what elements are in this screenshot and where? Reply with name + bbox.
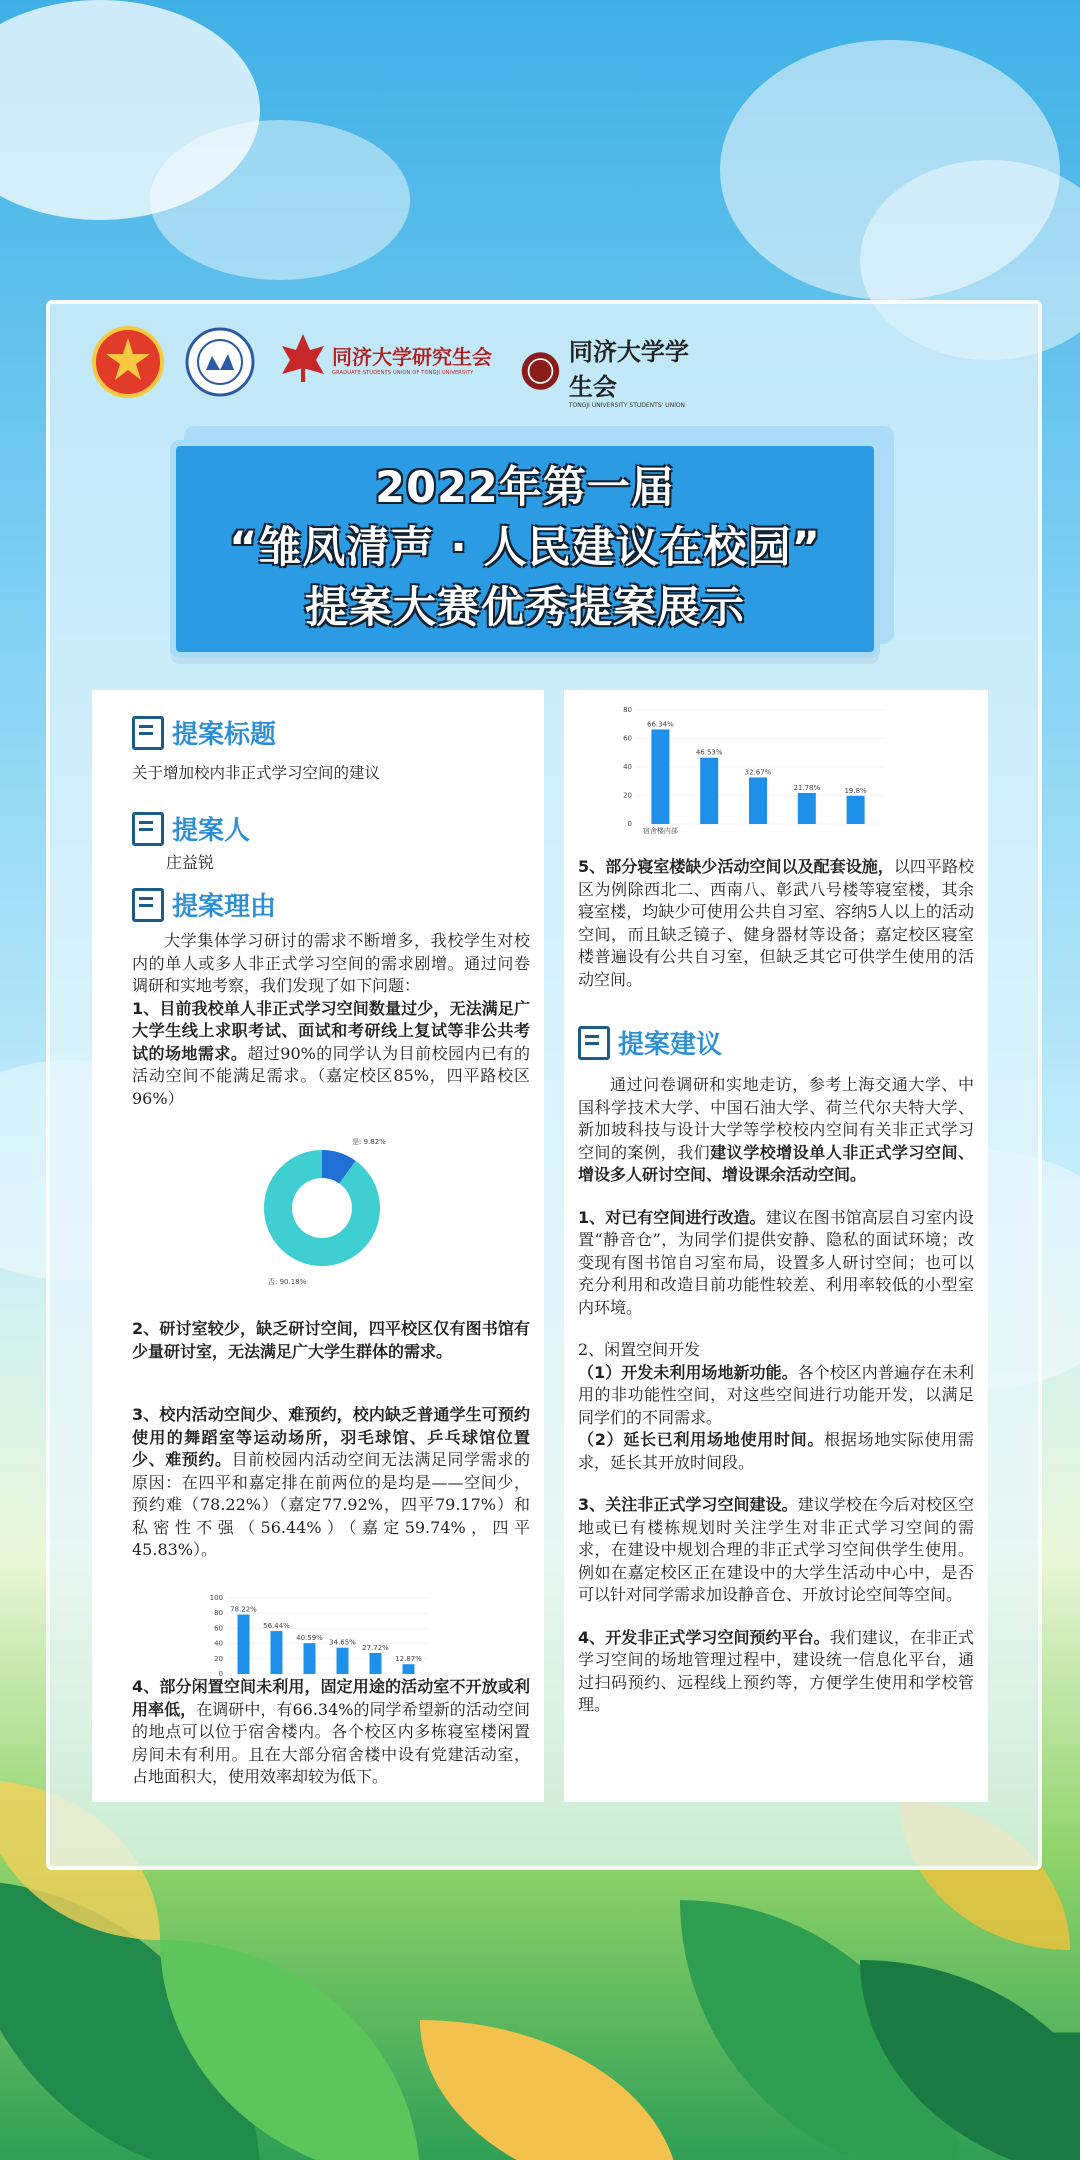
reason-point-2	[132, 1318, 530, 1363]
bar-value-label: 12.87%	[395, 1655, 422, 1664]
bar-value-label: 27.72%	[362, 1643, 389, 1652]
title-line-3: 提案大赛优秀提案展示	[305, 583, 745, 633]
reason-point-4-bold: 4、部分闲置空间未利用，固定用途的活动室不开放或利用率低，	[132, 1677, 530, 1719]
bar	[700, 758, 718, 824]
y-tick-label: 40	[214, 1639, 223, 1648]
heading-proposal-title	[132, 714, 276, 751]
proposer-name: 庄益锐	[166, 853, 215, 872]
suggestion-2b-bold: （2）延长已利用场地使用时间。	[578, 1430, 825, 1449]
bar	[403, 1664, 415, 1674]
bar	[749, 777, 767, 824]
heading-suggestion-text: 提案建议	[618, 1030, 723, 1060]
donut-label-yes: 是: 9.82%	[352, 1138, 386, 1146]
y-tick-label: 0	[218, 1670, 223, 1678]
bar-value-label: 21.78%	[793, 783, 821, 792]
suggestion-3-bold: 3、关注非正式学习空间建设。	[578, 1495, 798, 1514]
bar	[337, 1648, 349, 1674]
bar-chart-location	[610, 700, 890, 842]
graduate-union-logo	[280, 332, 492, 384]
suggestion-intro: 通过问卷调研和实地走访，参考上海交通大学、中国科学技术大学、中国石油大学、荷兰代尔夫特大学、新加坡科技与设计大学等学校校内空间有关非正式学习空间的案例，我们	[578, 1075, 974, 1162]
bar-chart-reasons	[205, 1588, 435, 1680]
reason-point-5	[578, 856, 974, 991]
bar-value-label: 32.67%	[744, 768, 772, 777]
donut-slice	[264, 1150, 380, 1266]
reason-point-4-text: 在调研中，有66.34%的同学希望新的活动空间的地点可以位于宿舍楼内。各个校区内多栋寝室楼闲置房间未有利用。且在大部分宿舍楼中设有党建活动室，占地面积大，使用效率却较为低下。	[132, 1699, 530, 1786]
suggestion-intro-bold: 建议学校增设单人非正式学习空间、增设多人研讨空间、增设课余活动空间。	[578, 1142, 974, 1184]
graduate-union-english: GRADUATE STUDENTS UNION OF TONGJI UNIVERSITY	[332, 369, 474, 376]
heading-suggestion	[578, 1024, 722, 1061]
suggestion-2b-text: 根据场地实际使用需求，延长其开放时间段。	[578, 1430, 974, 1472]
graduate-union-name: 同济大学研究生会	[332, 344, 492, 369]
bar-value-label: 46.53%	[695, 748, 723, 757]
suggestion-4-text: 我们建议，在非正式学习空间的场地管理过程中，建设统一信息化平台，通过扫码预约、远程线上预约等，方便学生使用和学校管理。	[578, 1627, 974, 1714]
y-tick-label: 40	[623, 763, 632, 771]
suggestion-2a-bold: （1）开发未利用场地新功能。	[578, 1362, 798, 1382]
y-tick-label: 80	[623, 706, 632, 714]
y-tick-label: 100	[209, 1594, 223, 1602]
heading-proposer	[132, 810, 250, 847]
logo-row	[92, 322, 712, 409]
bar-value-label: 78.22%	[230, 1605, 257, 1614]
y-tick-label: 60	[214, 1624, 223, 1633]
reason-point-3-text: 目前校园内活动空间无法满足同学需求的原因：在四平和嘉定排在前两位的是均是——空间少，预约难（78.22%）（嘉定77.92%，四平79.17%）和私密性不强（56.44%）（嘉定59.74%，四平45.83%）。	[132, 1450, 530, 1559]
students-union-english: TONGJI UNIVERSITY STUDENTS' UNION	[568, 402, 686, 409]
heading-proposer-text: 提案人	[172, 816, 251, 846]
tongji-university-seal	[184, 326, 256, 398]
bar-value-label: 40.59%	[296, 1634, 323, 1643]
heading-reason-text: 提案理由	[172, 892, 277, 922]
suggestion-2a-text: 各个校区内普遍存在未利用的非功能性空间，对这些空间进行功能开发，以满足同学们的不同需求。	[578, 1362, 974, 1427]
reason-point-1-text: 超过90%的同学认为目前校园内已有的活动空间不能满足需求。（嘉定校区85%，四平路校区96%）	[132, 1043, 530, 1108]
note-icon	[132, 888, 164, 922]
students-union-name: 同济大学学生会	[568, 337, 689, 401]
reason-point-1-bold: 1、目前我校单人非正式学习空间数量过少，无法满足广大学生线上求职考试、面试和考研线上复试等非公共考试的场地需求。	[132, 998, 530, 1063]
suggestion-1-bold: 1、对已有空间进行改造。	[578, 1207, 766, 1227]
donut-chart	[230, 1120, 430, 1290]
reason-point-4	[132, 1676, 530, 1789]
y-tick-label: 60	[623, 734, 632, 743]
bar-value-label: 56.44%	[263, 1622, 290, 1631]
title-banner	[170, 440, 880, 658]
reason-intro: 大学集体学习研讨的需求不断增多，我校学生对校内的单人或多人非正式学习空间的需求剧增。通过问卷调研和实地考察，我们发现了如下问题：	[132, 931, 530, 995]
note-icon	[132, 716, 164, 750]
heading-proposal-title-text: 提案标题	[172, 720, 277, 750]
suggestion-3-text: 建议学校在今后对校区空地或已有楼栋规划时关注学生对非正式学习空间的需求，在建设中规划合理的非正式学习空间供学生使用。例如在嘉定校区正在建设中的大学生活动中心中，是否可以针对同学需求加设静音仓、开放讨论空间等空间。	[578, 1495, 974, 1604]
reason-point-5-bold: 5、部分寝室楼缺少活动空间以及配套设施，	[578, 857, 894, 876]
bar	[304, 1643, 316, 1674]
suggestion-2-heading: 2、闲置空间开发	[578, 1340, 701, 1359]
reason-point-3-bold: 3、校内活动空间少、难预约，校内缺乏普通学生可预约使用的舞蹈室等运动场所，羽毛球馆、乒乓球馆位置少、难预约。	[132, 1405, 530, 1469]
title-line-1: 2022年第一届	[375, 463, 675, 513]
suggestion-4-bold: 4、开发非正式学习空间预约平台。	[578, 1627, 830, 1647]
suggestion-block	[578, 1074, 974, 1717]
reason-block-1	[132, 930, 530, 1110]
bar	[238, 1615, 250, 1674]
bar-value-label: 19.8%	[844, 786, 867, 795]
suggestion-1-text: 建议在图书馆高层自习室内设置“静音仓”，为同学们提供安静、隐私的面试环境；改变现有图书馆自习室布局，设置多人研讨空间；也可以充分利用和改造目前功能性较差、利用率较低的小型室内环境。	[578, 1207, 974, 1317]
reason-point-3	[132, 1404, 530, 1562]
y-tick-label: 80	[214, 1609, 223, 1618]
y-tick-label: 0	[627, 820, 632, 828]
youth-league-emblem	[92, 326, 164, 398]
bar-value-label: 66.34%	[647, 720, 674, 729]
bar	[847, 796, 865, 824]
y-tick-label: 20	[214, 1654, 223, 1663]
bar	[370, 1653, 382, 1674]
bar-value-label: 34.65%	[329, 1638, 356, 1647]
heading-reason	[132, 886, 276, 923]
donut-label-no: 否: 90.18%	[268, 1278, 307, 1286]
category-label: 宿舍楼内部	[642, 827, 678, 835]
reason-point-2-bold: 2、研讨室较少，缺乏研讨空间，四平校区仅有图书馆有少量研讨室，无法满足广大学生群体的需求。	[132, 1319, 530, 1361]
note-icon	[578, 1026, 610, 1060]
reason-point-5-text: 以四平路校区为例除西北二、西南八、彰武八号楼等寝室楼，其余寝室楼，均缺少可使用公共自习室、容纳5人以上的活动空间，而且缺乏镜子、健身器材等设备；嘉定校区寝室楼普遍设有公共自习室，但缺乏其它可供学生使用的活动空间。	[578, 857, 974, 989]
proposal-title-text: 关于增加校内非正式学习空间的建议	[132, 764, 381, 782]
title-line-2: “雏凤清声 · 人民建议在校园”	[229, 523, 821, 573]
students-union-logo	[520, 332, 712, 409]
y-tick-label: 20	[623, 791, 632, 800]
bar	[271, 1631, 283, 1674]
bar	[798, 793, 816, 824]
bar	[651, 729, 669, 824]
note-icon	[132, 812, 164, 846]
